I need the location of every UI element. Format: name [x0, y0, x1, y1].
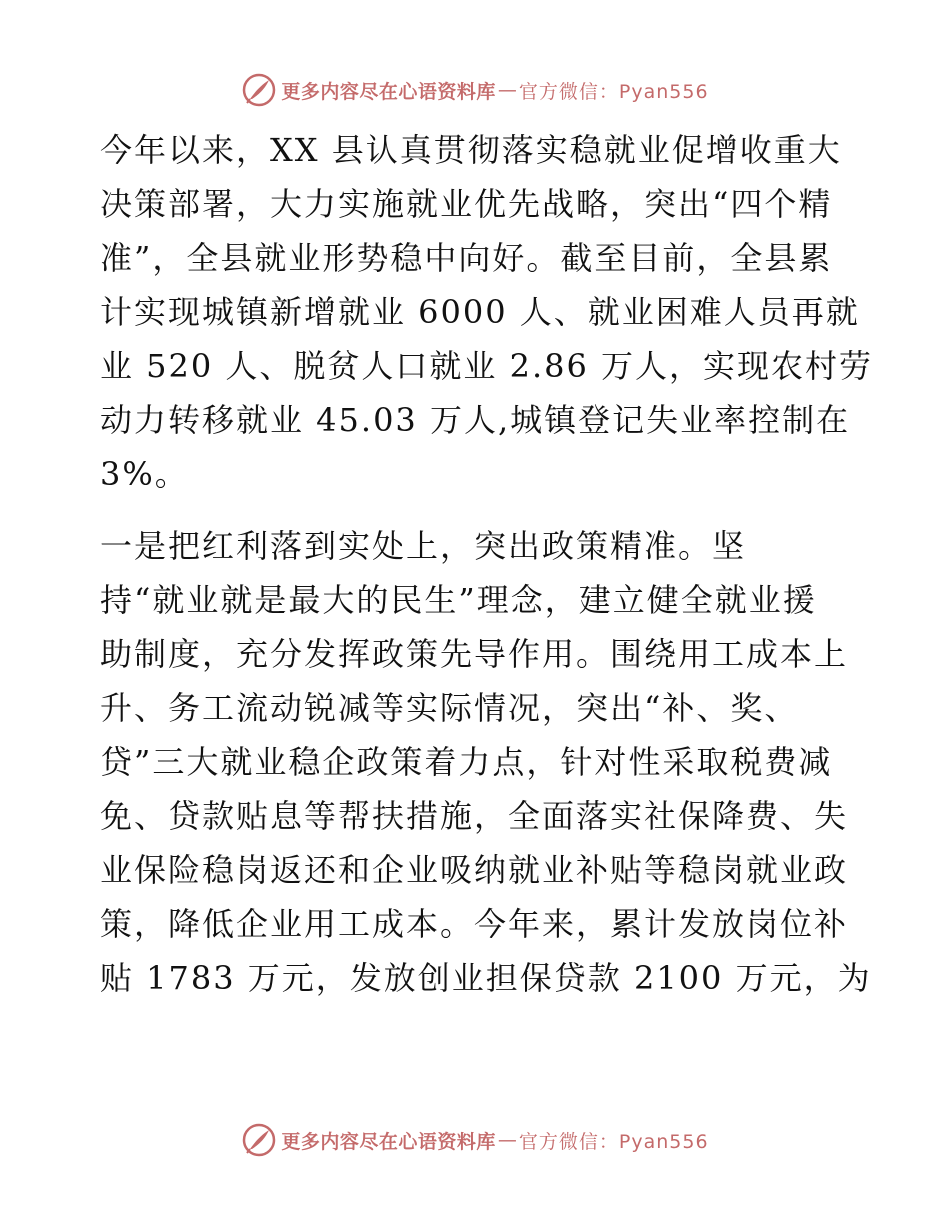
watermark-wechat-text: 官方微信：Pyan556 — [518, 1130, 709, 1153]
feather-pen-logo-icon — [241, 1122, 277, 1158]
text-line: 策，降低企业用工成本。今年来，累计发放岗位补 — [100, 905, 849, 943]
text-line: 免、贷款贴息等帮扶措施，全面落实社保降费、失 — [100, 797, 849, 835]
text-line: 持“就业就是最大的民生”理念，建立健全就业援 — [100, 581, 817, 619]
feather-pen-logo-icon — [241, 72, 277, 108]
text-line: 贷”三大就业稳企政策着力点，针对性采取税费减 — [100, 743, 833, 781]
text-line: 一是把红利落到实处上，突出政策精准。坚 — [100, 527, 747, 565]
watermark-wechat-text: 官方微信：Pyan556 — [518, 80, 709, 103]
watermark-brand-text: 更多内容尽在心语资料库 — [281, 1130, 496, 1153]
text-line: 业 520 人、脱贫人口就业 2.86 万人，实现农村劳 — [100, 347, 874, 385]
watermark-dash: — — [497, 1129, 517, 1151]
text-line: 动力转移就业 45.03 万人,城镇登记失业率控制在 — [100, 401, 851, 439]
text-line: 升、务工流动锐减等实际情况，突出“补、奖、 — [100, 689, 799, 727]
text-line: 决策部署，大力实施就业优先战略，突出“四个精 — [100, 185, 833, 223]
document-body — [100, 123, 874, 1005]
header-watermark — [0, 70, 950, 110]
paragraph-1 — [100, 123, 874, 501]
paragraph-2 — [100, 519, 872, 1005]
text-line: 3%。 — [100, 455, 189, 493]
watermark-brand-text: 更多内容尽在心语资料库 — [281, 80, 496, 103]
footer-watermark — [0, 1120, 950, 1160]
text-line: 计实现城镇新增就业 6000 人、就业困难人员再就 — [100, 293, 860, 331]
watermark-dash: — — [497, 79, 517, 101]
text-line: 助制度，充分发挥政策先导作用。围绕用工成本上 — [100, 635, 849, 673]
text-line: 准”，全县就业形势稳中向好。截至目前，全县累 — [100, 239, 833, 277]
text-line: 贴 1783 万元，发放创业担保贷款 2100 万元，为 — [100, 959, 872, 997]
text-line: 业保险稳岗返还和企业吸纳就业补贴等稳岗就业政 — [100, 851, 849, 889]
text-line: 今年以来，XX 县认真贯彻落实稳就业促增收重大 — [100, 131, 842, 169]
